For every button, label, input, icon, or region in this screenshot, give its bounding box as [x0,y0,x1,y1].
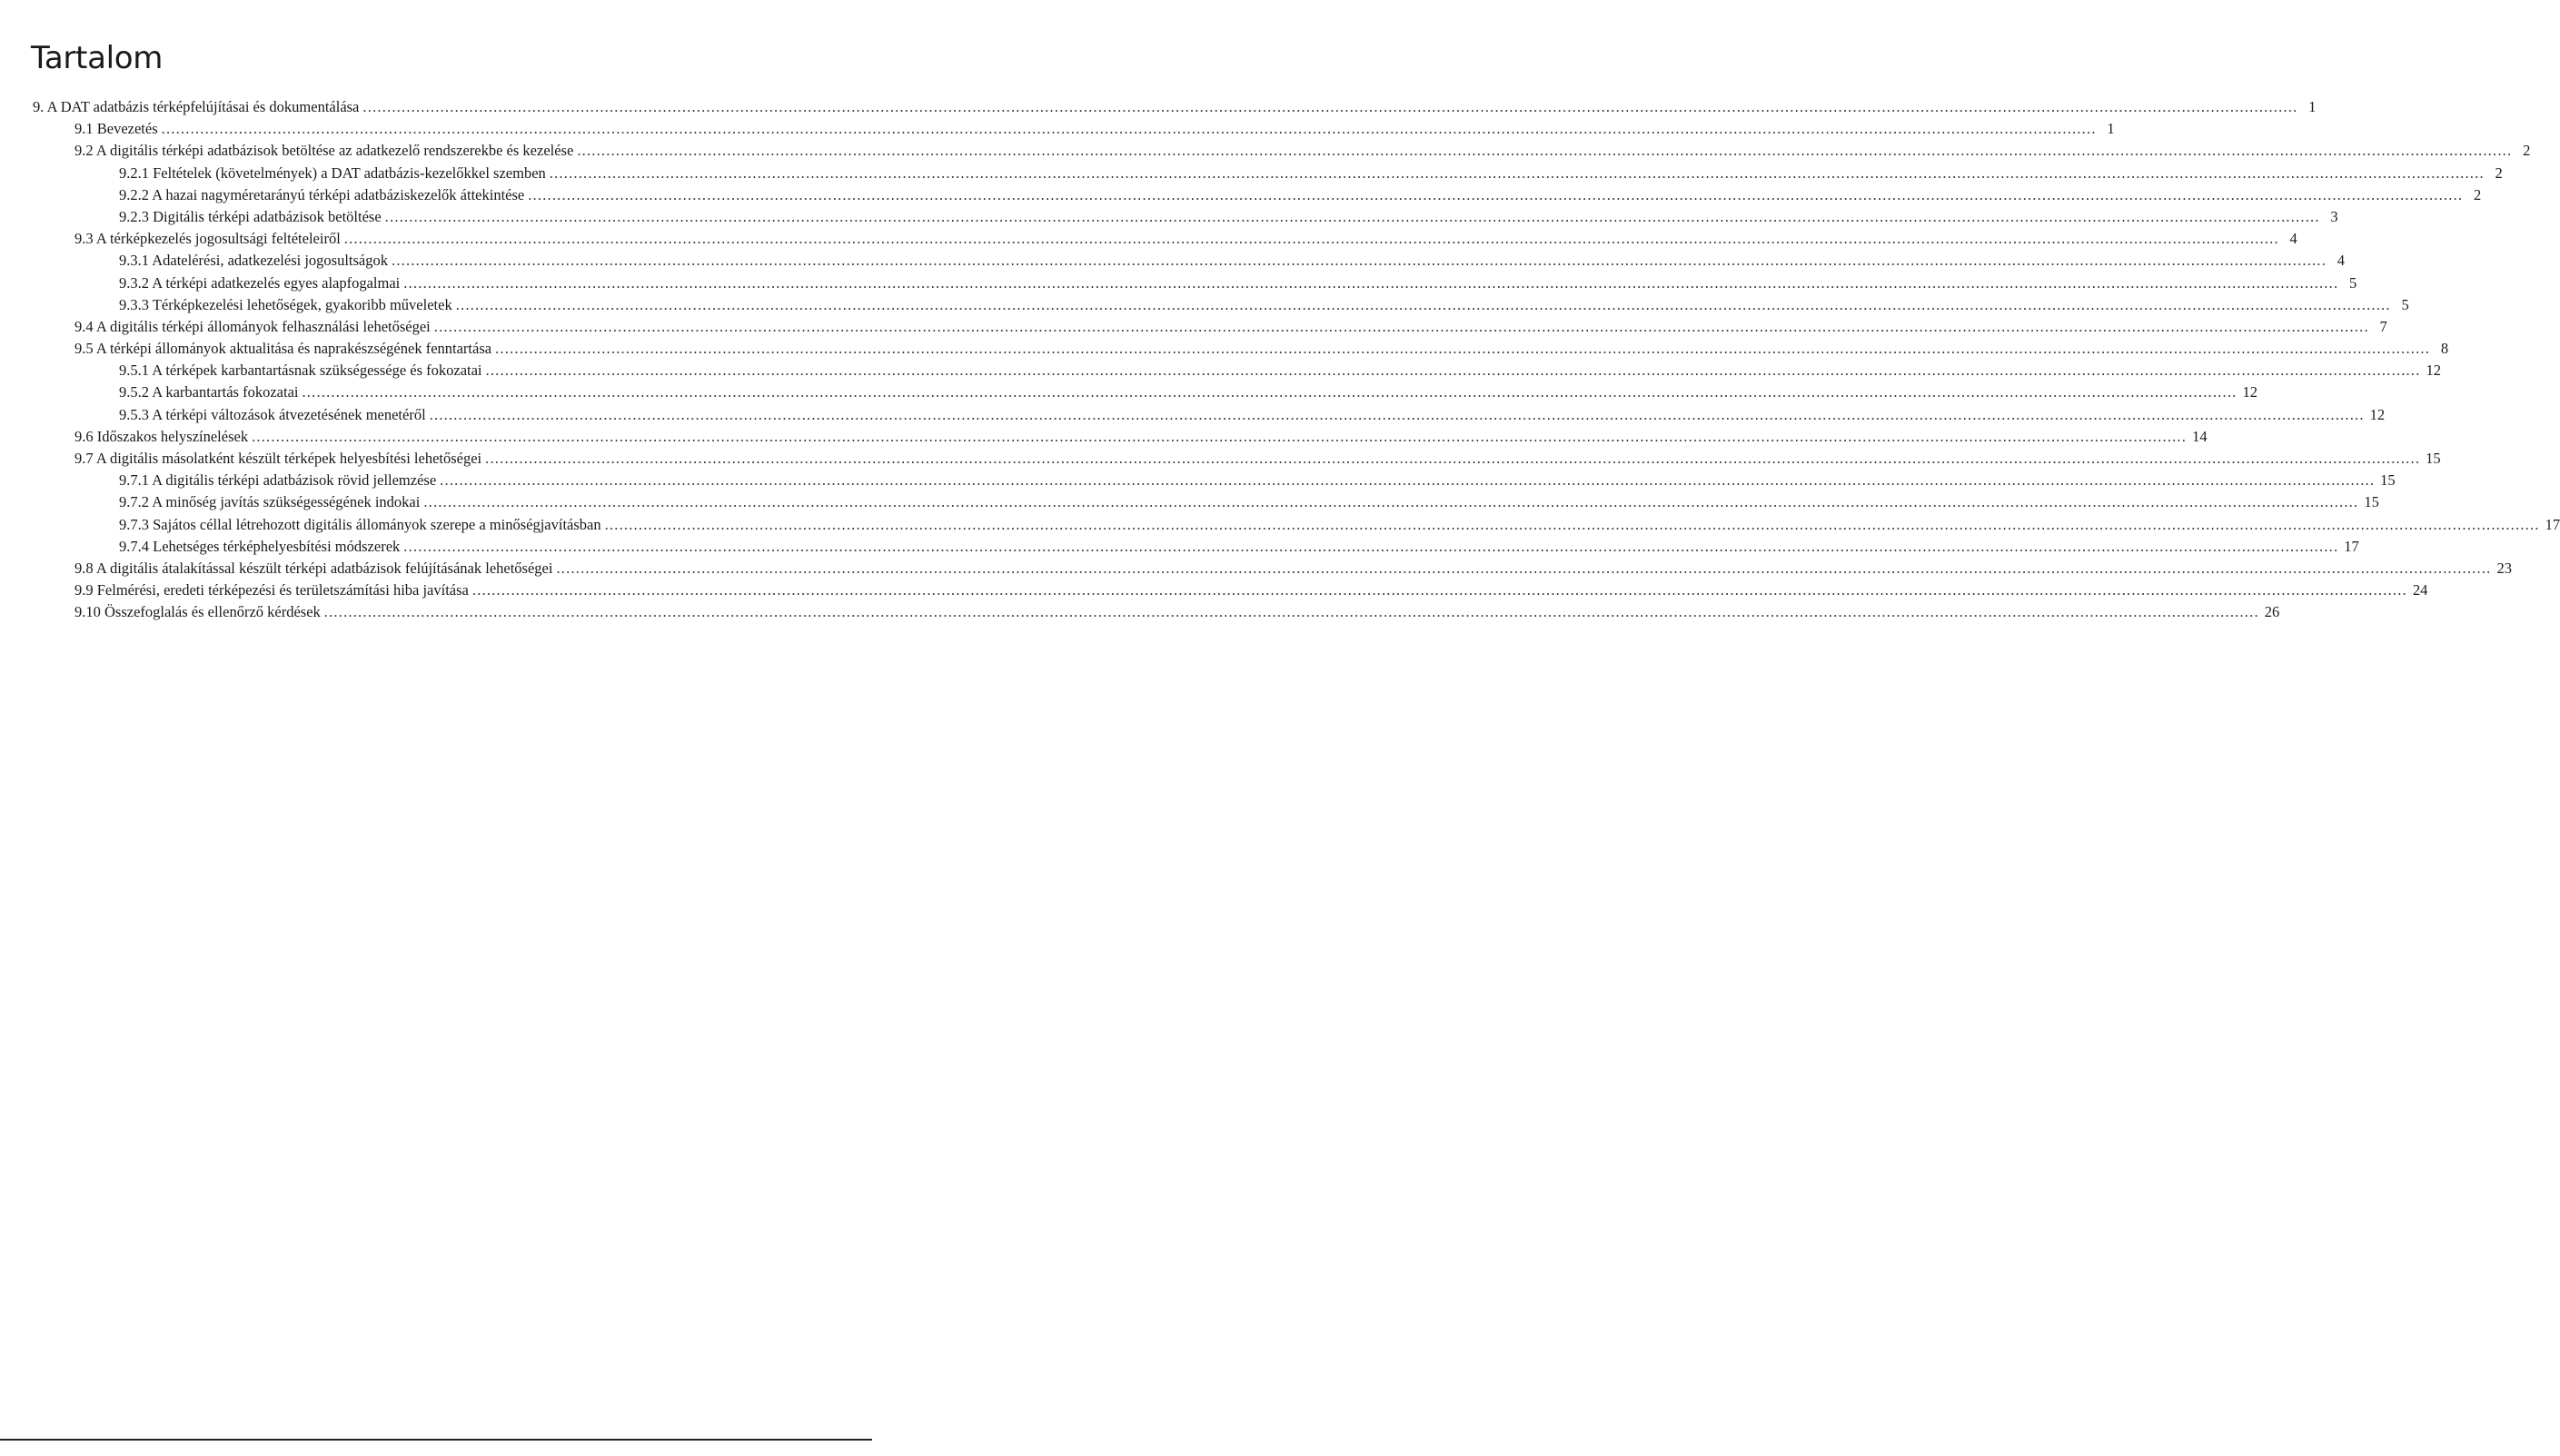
toc-entry-row [119,294,2409,316]
toc-entry-row [119,470,2396,491]
toc-entry-page-number: 2 [2523,142,2531,160]
toc-entry[interactable] [119,272,2357,294]
toc-entry[interactable] [74,426,2208,448]
dot-leader: ................................................................................................................................................................................................................................................................................................................................................................................................................ [323,603,2259,621]
toc-entry[interactable] [119,536,2359,558]
toc-entry-row [74,426,2208,448]
toc-entry-page-number: 8 [2440,340,2449,358]
toc-entry-title: 9.3 A térképkezelés jogosultsági feltételeiről [74,230,341,248]
toc-entry-page-number: 5 [2401,295,2409,313]
toc-entry[interactable] [119,184,2482,206]
toc-entry[interactable] [119,404,2386,426]
toc-entry-row [74,316,2387,338]
toc-entry[interactable] [74,601,2280,623]
toc-entry-page-number: 4 [2289,230,2297,248]
toc-entry-row [74,338,2449,360]
dot-leader: ................................................................................................................................................................................................................................................................................................................................................................................................................ [252,427,2188,445]
toc-entry-page-number: 14 [2192,427,2208,445]
page-title: Tartalom [31,40,164,76]
dot-leader: ................................................................................................................................................................................................................................................................................................................................................................................................................ [455,295,2391,313]
toc-entry-title: 9. A DAT adatbázis térképfelújításai és dokumentálása [33,98,360,115]
dot-leader: ................................................................................................................................................................................................................................................................................................................................................................................................................ [495,340,2431,358]
toc-entry-title: 9.7.1 A digitális térképi adatbázisok rövid jellemzése [119,471,437,490]
toc-entry-row [119,536,2359,558]
toc-entry-page-number: 15 [2426,450,2441,467]
toc-entry-row [119,206,2338,228]
toc-entry-page-number: 12 [2369,405,2386,423]
toc-entry-row [119,514,2560,536]
toc-entry-title: 9.7.3 Sajátos céllal létrehozott digitális állományok szerepe a minőségjavításban [119,515,601,533]
dot-leader: ................................................................................................................................................................................................................................................................................................................................................................................................................ [384,207,2320,225]
toc-entry-row [74,579,2428,601]
dot-leader: ................................................................................................................................................................................................................................................................................................................................................................................................................ [403,273,2339,292]
dot-leader: ................................................................................................................................................................................................................................................................................................................................................................................................................ [528,185,2464,203]
toc-entry[interactable] [33,96,2317,118]
toc-entry[interactable] [119,360,2442,381]
toc-entry-page-number: 17 [2545,515,2560,533]
toc-entry-page-number: 12 [2242,383,2257,401]
toc-entry-row [74,558,2512,579]
toc-entry-title: 9.3.3 Térképkezelési lehetőségek, gyakoribb műveletek [119,295,452,313]
dot-leader: ................................................................................................................................................................................................................................................................................................................................................................................................................ [362,98,2298,115]
toc-entry[interactable] [74,558,2512,579]
toc-entry-row [119,360,2442,381]
toc-entry-title: 9.8 A digitális átalakítással készült térképi adatbázisok felújításának lehetőségei [74,559,553,577]
dot-leader: ................................................................................................................................................................................................................................................................................................................................................................................................................ [577,142,2513,160]
dot-leader: ................................................................................................................................................................................................................................................................................................................................................................................................................ [485,362,2421,380]
toc-entry-row [74,118,2115,140]
toc-entry[interactable] [74,118,2115,140]
toc-entry-title: 9.7 A digitális másolatként készült térképek helyesbítési lehetőségei [74,450,482,467]
toc-entry-row [74,601,2280,623]
dot-leader: ................................................................................................................................................................................................................................................................................................................................................................................................................ [440,471,2376,490]
toc-entry-title: 9.4 A digitális térképi állományok felhasználási lehetőségei [74,317,431,335]
toc-entry-title: 9.3.1 Adatelérési, adatkezelési jogosultságok [119,252,389,270]
toc-entry[interactable] [119,470,2396,491]
toc-entry-page-number: 5 [2349,273,2357,292]
toc-entry-row [119,404,2386,426]
toc-entry-page-number: 24 [2412,581,2428,599]
dot-leader: ................................................................................................................................................................................................................................................................................................................................................................................................................ [604,515,2540,533]
toc-entry-page-number: 12 [2426,362,2442,380]
toc-entry[interactable] [119,491,2379,513]
toc-entry[interactable] [74,448,2441,470]
dot-leader: ................................................................................................................................................................................................................................................................................................................................................................................................................ [433,317,2369,335]
toc-entry-title: 9.2.1 Feltételek (követelmények) a DAT adatbázis-kezelőkkel szemben [119,163,546,182]
dot-leader: ................................................................................................................................................................................................................................................................................................................................................................................................................ [549,163,2485,182]
dot-leader: ................................................................................................................................................................................................................................................................................................................................................................................................................ [556,559,2492,577]
toc-entry-page-number: 15 [2380,471,2396,490]
toc-entry[interactable] [74,228,2297,250]
toc-entry-page-number: 23 [2496,559,2512,577]
toc-entry-title: 9.9 Felmérési, eredeti térképezési és területszámítási hiba javítása [74,581,469,599]
toc-entry-page-number: 3 [2330,207,2338,225]
toc-entry-title: 9.2.3 Digitális térképi adatbázisok betöltése [119,207,382,225]
footer-divider [0,1439,872,1441]
dot-leader: ................................................................................................................................................................................................................................................................................................................................................................................................................ [485,450,2421,467]
toc-entry-title: 9.5.2 A karbantartás fokozatai [119,383,299,401]
toc-entry-page-number: 26 [2264,603,2280,621]
toc-entry[interactable] [74,140,2531,162]
toc-entry-row [119,381,2257,403]
toc-entry[interactable] [119,514,2560,536]
toc-entry-page-number: 15 [2364,493,2379,511]
toc-entry[interactable] [119,163,2503,184]
dot-leader: ................................................................................................................................................................................................................................................................................................................................................................................................................ [302,383,2238,401]
toc-entry[interactable] [74,579,2428,601]
toc-entry[interactable] [119,250,2346,272]
toc-entry-title: 9.2.2 A hazai nagyméretarányú térképi adatbáziskezelők áttekintése [119,185,525,203]
toc-entry-title: 9.2 A digitális térképi adatbázisok betöltése az adatkezelő rendszerekbe és kezelése [74,142,574,160]
toc-entry-page-number: 1 [2308,98,2317,115]
toc-entry[interactable] [119,294,2409,316]
dot-leader: ................................................................................................................................................................................................................................................................................................................................................................................................................ [161,120,2097,138]
toc-entry-title: 9.1 Bevezetés [74,120,158,138]
toc-entry-row [119,250,2346,272]
toc-entry-row [74,448,2441,470]
dot-leader: ................................................................................................................................................................................................................................................................................................................................................................................................................ [471,581,2407,599]
toc-entry-page-number: 2 [2473,185,2482,203]
toc-entry-page-number: 7 [2379,317,2387,335]
dot-leader: ................................................................................................................................................................................................................................................................................................................................................................................................................ [343,230,2279,248]
toc-entry[interactable] [74,338,2449,360]
toc-entry-title: 9.10 Összefoglalás és ellenőrző kérdések [74,603,321,621]
toc-entry-title: 9.3.2 A térképi adatkezelés egyes alapfogalmai [119,273,401,292]
toc-entry[interactable] [119,206,2338,228]
toc-entry-row [119,272,2357,294]
toc-entry-page-number: 1 [2107,120,2115,138]
toc-entry-row [119,491,2379,513]
toc-entry[interactable] [74,316,2387,338]
dot-leader: ................................................................................................................................................................................................................................................................................................................................................................................................................ [423,493,2359,511]
dot-leader: ................................................................................................................................................................................................................................................................................................................................................................................................................ [403,537,2339,555]
toc-entry-title: 9.7.2 A minőség javítás szükségességének indokai [119,493,421,511]
toc-entry-row [119,184,2482,206]
toc-entry-row [74,228,2297,250]
toc-entry-title: 9.5 A térképi állományok aktualitása és naprakészségének fenntartása [74,340,492,358]
toc-entry-page-number: 2 [2495,163,2503,182]
toc-entry-title: 9.6 Időszakos helyszínelések [74,427,249,445]
toc-entry-row [119,163,2503,184]
dot-leader: ................................................................................................................................................................................................................................................................................................................................................................................................................ [429,405,2365,423]
toc-entry-title: 9.7.4 Lehetséges térképhelyesbítési módszerek [119,537,401,555]
toc-entry[interactable] [119,381,2257,403]
toc-entry-row [74,140,2531,162]
toc-entry-row [33,96,2317,118]
toc-entry-page-number: 4 [2337,252,2346,270]
toc-entry-title: 9.5.3 A térképi változások átvezetésének menetéről [119,405,426,423]
toc-entry-title: 9.5.1 A térképek karbantartásnak szükségessége és fokozatai [119,362,482,380]
dot-leader: ................................................................................................................................................................................................................................................................................................................................................................................................................ [392,252,2327,270]
table-of-contents [0,96,2560,624]
toc-entry-page-number: 17 [2344,537,2359,555]
